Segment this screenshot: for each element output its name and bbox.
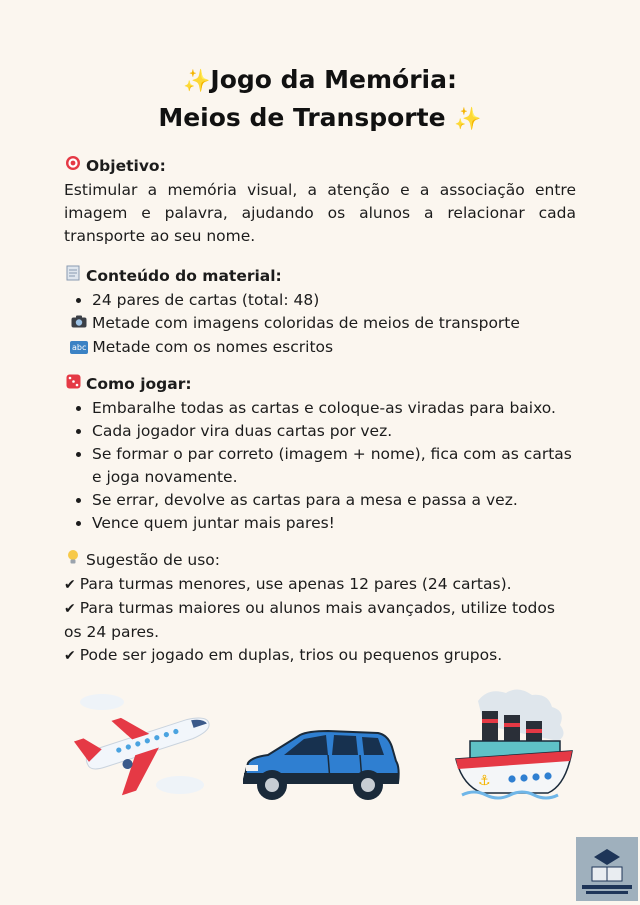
content-section bbox=[64, 265, 576, 359]
how-to-play-heading: Como jogar: bbox=[86, 375, 192, 393]
page-title bbox=[0, 62, 640, 138]
transport-illustrations bbox=[0, 685, 640, 815]
objective-heading: Objetivo: bbox=[86, 157, 166, 175]
list-item: • Se errar, devolve as cartas para a mesa e passa a vez. bbox=[92, 489, 576, 512]
title-line-2: Meios de Transporte bbox=[158, 103, 446, 132]
svg-text:⚓: ⚓ bbox=[478, 773, 491, 789]
list-item: Metade com imagens coloridas de meios de transporte bbox=[64, 312, 576, 336]
check-mark-icon: ✔ bbox=[64, 648, 76, 664]
page-icon bbox=[64, 265, 82, 289]
list-item: ✔ Pode ser jogado em duplas, trios ou pequenos grupos. bbox=[64, 646, 503, 664]
lightbulb-icon bbox=[64, 549, 82, 573]
logo bbox=[576, 837, 638, 901]
suggestion-heading: Sugestão de uso: bbox=[86, 551, 221, 569]
objective-section bbox=[64, 155, 576, 248]
check-mark-icon: ✔ bbox=[64, 577, 76, 593]
list-item: • Embaralhe todas as cartas e coloque-as viradas para baixo. bbox=[92, 397, 576, 420]
abc-icon: abc bbox=[72, 343, 87, 352]
list-item: • Vence quem juntar mais pares! bbox=[92, 512, 576, 535]
dice-icon bbox=[64, 374, 82, 397]
target-icon bbox=[64, 155, 82, 179]
suggestion-section bbox=[64, 549, 576, 668]
car-illustration bbox=[238, 727, 402, 807]
camera-icon bbox=[70, 313, 88, 336]
check-mark-icon: ✔ bbox=[64, 601, 76, 617]
list-item: • 24 pares de cartas (total: 48) bbox=[92, 289, 576, 312]
list-item: • Se formar o par correto (imagem + nome), fica com as cartas e joga novamente. bbox=[92, 443, 576, 489]
sparkles-icon: ✨ bbox=[183, 69, 211, 94]
list-item: • Cada jogador vira duas cartas por vez. bbox=[92, 420, 576, 443]
title-line-1: Jogo da Memória: bbox=[210, 65, 457, 94]
list-item: ✔ Para turmas menores, use apenas 12 pares (24 cartas). bbox=[64, 575, 512, 593]
sparkles-icon: ✨ bbox=[454, 107, 482, 132]
list-item: abc Metade com os nomes escritos bbox=[72, 338, 334, 356]
content-heading: Conteúdo do material: bbox=[86, 267, 282, 285]
airplane-illustration bbox=[72, 685, 222, 800]
objective-text: Estimular a memória visual, a atenção e a associação entre imagem e palavra, ajudando os alunos a relacionar cada transporte ao seu nome. bbox=[64, 181, 576, 245]
list-item: ✔ Para turmas maiores ou alunos mais avançados, utilize todos os 24 pares. bbox=[64, 599, 555, 641]
ship-illustration bbox=[448, 685, 578, 807]
how-to-play-section bbox=[64, 373, 576, 535]
